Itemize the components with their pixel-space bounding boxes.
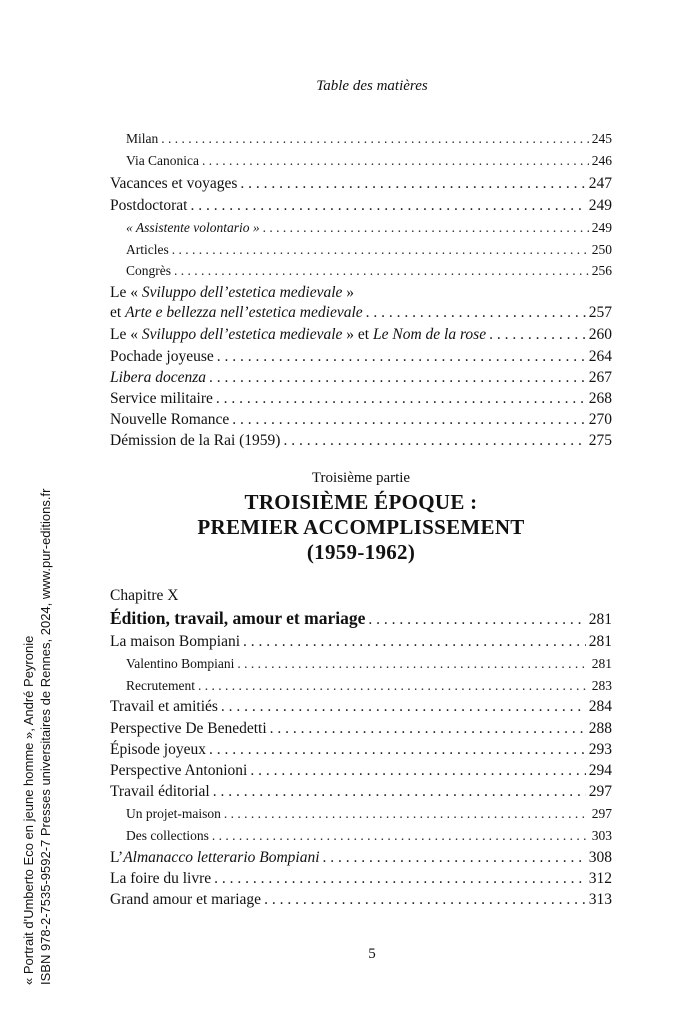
toc-text: et bbox=[110, 304, 126, 321]
toc-entry-label: Congrès bbox=[126, 263, 171, 278]
toc-entry-page: 283 bbox=[591, 678, 612, 693]
toc-entry-label: Postdoctorat bbox=[110, 197, 188, 214]
toc-entry-page: 288 bbox=[588, 720, 612, 737]
toc-entry-label: Articles bbox=[126, 242, 169, 257]
part-title-line3: (1959-1962) bbox=[306, 540, 416, 564]
toc-entry-recrutement[interactable] bbox=[110, 678, 612, 694]
toc-entry-label: Vacances et voyages bbox=[110, 175, 238, 192]
toc-text: » et bbox=[342, 326, 373, 343]
dot-leader bbox=[250, 762, 585, 780]
toc-title-italic: Sviluppo dell’estetica medievale bbox=[141, 284, 343, 301]
dot-leader bbox=[323, 849, 586, 867]
toc-entry-label: Édition, travail, amour et mariage bbox=[110, 608, 366, 628]
toc-text: » bbox=[342, 284, 355, 301]
dot-leader bbox=[368, 611, 585, 629]
toc-entry-label: Via Canonica bbox=[126, 153, 200, 168]
page-number: 5 bbox=[368, 946, 376, 962]
toc-entry-label: Démission de la Rai (1959) bbox=[110, 432, 281, 449]
toc-entry-episode-joyeux[interactable] bbox=[110, 741, 612, 759]
toc-entry-page: 247 bbox=[588, 175, 612, 192]
toc-entry-page: 264 bbox=[588, 348, 612, 365]
dot-leader bbox=[270, 720, 586, 738]
toc-entry-page: 250 bbox=[591, 242, 612, 257]
toc-entry-antonioni[interactable] bbox=[110, 762, 612, 780]
toc-entry-projet-maison[interactable] bbox=[110, 806, 612, 822]
toc-entry-label: Perspective Antonioni bbox=[110, 762, 248, 779]
chapter-label: Chapitre X bbox=[110, 587, 179, 604]
toc-entry-label: Des collections bbox=[126, 828, 209, 843]
dot-leader bbox=[264, 891, 586, 909]
toc-entry-page: 249 bbox=[591, 220, 612, 235]
toc-entry-page: 281 bbox=[591, 656, 612, 671]
toc-entry-page: 281 bbox=[588, 611, 612, 628]
toc-entry-de-benedetti[interactable] bbox=[110, 720, 612, 738]
toc-entry-page: 245 bbox=[591, 131, 612, 146]
toc-entry-page: 294 bbox=[588, 762, 612, 779]
toc-entry-label: Recrutement bbox=[126, 678, 195, 693]
toc-entry-page: 297 bbox=[591, 806, 612, 821]
toc-entry-label: Un projet-maison bbox=[126, 806, 221, 821]
toc-entry-foire-du-livre[interactable] bbox=[110, 870, 612, 888]
toc-text: Le « bbox=[110, 284, 142, 301]
dot-leader bbox=[198, 678, 589, 694]
dot-leader bbox=[214, 870, 586, 888]
toc-title-italic: Le Nom de la rose bbox=[372, 326, 487, 343]
running-head: Table des matières bbox=[316, 78, 428, 94]
toc-entry-page: 267 bbox=[588, 369, 612, 386]
toc-entry-label: Travail et amitiés bbox=[110, 698, 218, 715]
toc-entry-page: 281 bbox=[588, 633, 612, 650]
toc-title-italic: Arte e bellezza nell’estetica medievale bbox=[125, 304, 363, 321]
toc-entry-label: Épisode joyeux bbox=[110, 741, 206, 758]
dot-leader bbox=[212, 828, 589, 844]
toc-text: Le « bbox=[110, 326, 142, 343]
toc-text: L’ bbox=[110, 849, 124, 866]
toc-entry-grand-amour[interactable] bbox=[110, 891, 612, 909]
toc-entry-label: « Assistente volontario » bbox=[126, 220, 260, 235]
toc-entry-label: La maison Bompiani bbox=[110, 633, 241, 650]
toc-entry-page: 293 bbox=[588, 741, 612, 758]
toc-entry-collections[interactable] bbox=[110, 828, 612, 844]
dot-leader bbox=[243, 633, 586, 651]
dot-leader bbox=[209, 741, 586, 759]
toc-entry-page: 297 bbox=[588, 783, 612, 800]
toc-entry-label: Libera docenza bbox=[110, 369, 207, 386]
toc-entry-page: 313 bbox=[588, 891, 612, 908]
copyright-sidebar bbox=[20, 445, 54, 985]
part-title-line2: PREMIER ACCOMPLISSEMENT bbox=[197, 515, 525, 539]
part-label: Troisième partie bbox=[311, 470, 411, 486]
toc-entry-page: 260 bbox=[588, 326, 612, 343]
dot-leader bbox=[237, 656, 588, 672]
toc-entry-page: 246 bbox=[591, 153, 612, 168]
toc-chapter-title[interactable] bbox=[110, 608, 612, 629]
toc-entry-label: La foire du livre bbox=[110, 870, 212, 887]
toc-entry-page: 308 bbox=[588, 849, 612, 866]
toc-entry-maison-bompiani[interactable] bbox=[110, 633, 612, 651]
toc-entry-label: Grand amour et mariage bbox=[110, 891, 262, 908]
toc-entry-page: 256 bbox=[591, 263, 612, 278]
table-of-contents-lower bbox=[110, 0, 612, 1025]
toc-entry-label: Service militaire bbox=[110, 390, 213, 407]
sidebar-line-title: « Portrait d'Umberto Eco en jeune homme », André Peyronie bbox=[21, 635, 36, 985]
toc-entry-label bbox=[110, 849, 320, 867]
toc-entry-label: Milan bbox=[126, 131, 159, 146]
toc-entry-almanacco[interactable] bbox=[110, 849, 612, 867]
sidebar-line-isbn: ISBN 978-2-7535-9592-7 Presses universitaires de Rennes, 2024, www.pur-editions.fr bbox=[38, 488, 53, 985]
toc-entry-page: 303 bbox=[591, 828, 612, 843]
toc-entry-travail-amities[interactable] bbox=[110, 698, 612, 716]
toc-entry-page: 284 bbox=[588, 698, 612, 715]
dot-leader bbox=[221, 698, 586, 716]
toc-entry-label: Nouvelle Romance bbox=[110, 411, 230, 428]
dot-leader bbox=[224, 806, 589, 822]
toc-entry-label: Travail éditorial bbox=[110, 783, 210, 800]
toc-entry-page: 270 bbox=[588, 411, 612, 428]
toc-entry-page: 312 bbox=[588, 870, 612, 887]
toc-entry-page: 275 bbox=[588, 432, 612, 449]
toc-entry-label: Valentino Bompiani bbox=[126, 656, 235, 671]
toc-entry-page: 249 bbox=[588, 197, 612, 214]
toc-entry-valentino[interactable] bbox=[110, 656, 612, 672]
toc-entry-page: 257 bbox=[588, 304, 612, 321]
part-title-line1: TROISIÈME ÉPOQUE : bbox=[244, 490, 478, 514]
dot-leader bbox=[213, 783, 586, 801]
toc-entry-travail-editorial[interactable] bbox=[110, 783, 612, 801]
toc-entry-label: Pochade joyeuse bbox=[110, 348, 214, 365]
toc-entry-page: 268 bbox=[588, 390, 612, 407]
toc-title-italic: Sviluppo dell’estetica medievale bbox=[141, 326, 343, 343]
toc-title-italic: Almanacco letterario Bompiani bbox=[123, 849, 320, 866]
toc-entry-label: Perspective De Benedetti bbox=[110, 720, 267, 737]
